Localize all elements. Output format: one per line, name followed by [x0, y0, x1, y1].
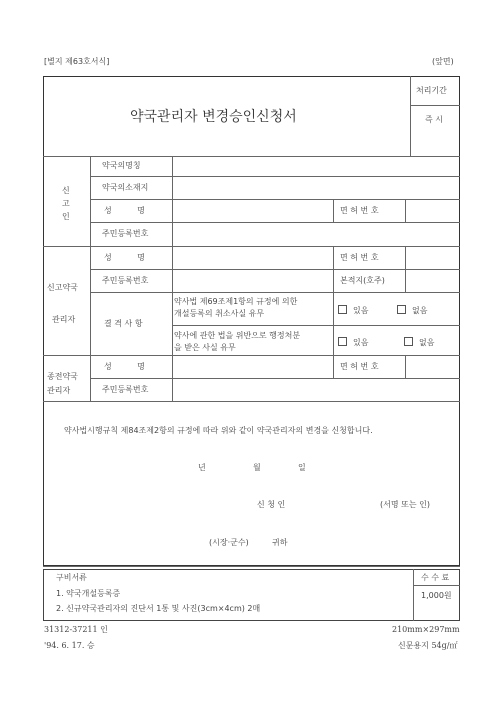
date-day: 일: [298, 463, 306, 472]
reporter-name-label: 성 명: [104, 206, 145, 215]
prev-manager-license-label: 면 허 번 호: [340, 362, 379, 371]
date-month: 월: [253, 463, 261, 472]
disqualification-item-1: 약사법 제69조제1항의 규정에 의한 개설등록의 취소사실 유무: [174, 297, 298, 318]
page-side: (앞면): [432, 57, 454, 66]
new-manager-domicile-label: 본적지(호주): [340, 276, 385, 285]
processing-label: 처리기간: [416, 86, 447, 95]
disq1-yes-option[interactable]: 있음: [338, 305, 368, 315]
application-statement: 약사법시행규칙 제84조제2항의 규정에 따라 위와 같이 약국관리자의 변경을 신청합니다.: [64, 426, 373, 435]
checkbox[interactable]: [397, 305, 406, 314]
checkbox[interactable]: [404, 337, 413, 346]
processing-divider: [410, 76, 411, 156]
addressee-office: (시장·군수): [209, 538, 249, 547]
pharmacy-address-label: 약국의소재지: [102, 183, 149, 192]
footer-date: '94. 6. 17. 승: [44, 641, 95, 650]
reporter-section-label: 신 고 인: [62, 186, 70, 221]
fee-label: 수 수 료: [421, 573, 450, 582]
disq2-yes-option[interactable]: 있음: [338, 337, 368, 347]
new-manager-rrn-label: 주민등록번호: [102, 276, 149, 285]
prev-manager-name-label: 성 명: [104, 362, 145, 371]
new-manager-section-top: 신고약국: [47, 283, 78, 292]
applicant-label: 신 청 인: [257, 500, 286, 509]
form-number: [별지 제63호서식]: [44, 57, 110, 66]
disqualification-label: 결 격 사 항: [104, 319, 143, 328]
reporter-license-label: 면 허 번 호: [340, 206, 379, 215]
prev-manager-rrn-label: 주민등록번호: [102, 385, 149, 394]
documents-title: 구비서류: [56, 573, 87, 582]
document-item-1: 1. 약국개설등록증: [56, 589, 121, 598]
prev-manager-section-label: 종전약국 관리자: [47, 372, 78, 395]
document-item-2: 2. 신규약국관리자의 진단서 1통 및 사진(3cm×4cm) 2매: [56, 604, 261, 613]
date-year: 년: [198, 463, 206, 472]
disq2-no-option[interactable]: 없음: [404, 337, 434, 347]
new-manager-license-label: 면 허 번 호: [340, 253, 379, 262]
disqualification-item-2: 약사에 관한 법을 위반으로 행정처분 을 받은 사실 유무: [174, 331, 301, 352]
processing-value: 즉 시: [425, 115, 443, 124]
checkbox[interactable]: [338, 337, 347, 346]
disq1-no-option[interactable]: 없음: [397, 305, 427, 315]
new-manager-section-bottom: 관리자: [52, 315, 76, 324]
new-manager-name-label: 성 명: [104, 253, 145, 262]
checkbox[interactable]: [338, 305, 347, 314]
form-title: 약국관리자 변경승인신청서: [130, 109, 297, 125]
signature-note: (서명 또는 인): [380, 500, 430, 509]
fee-value: 1,000원: [421, 591, 452, 600]
pharmacy-name-label: 약국의명칭: [102, 161, 141, 170]
addressee-honorific: 귀하: [272, 538, 288, 547]
footer-paper: 신문용지 54g/㎡: [398, 641, 458, 650]
reporter-rrn-label: 주민등록번호: [102, 229, 149, 238]
footer-size: 210mm×297mm: [392, 625, 460, 634]
footer-code: 31312-37211 인: [44, 625, 108, 634]
